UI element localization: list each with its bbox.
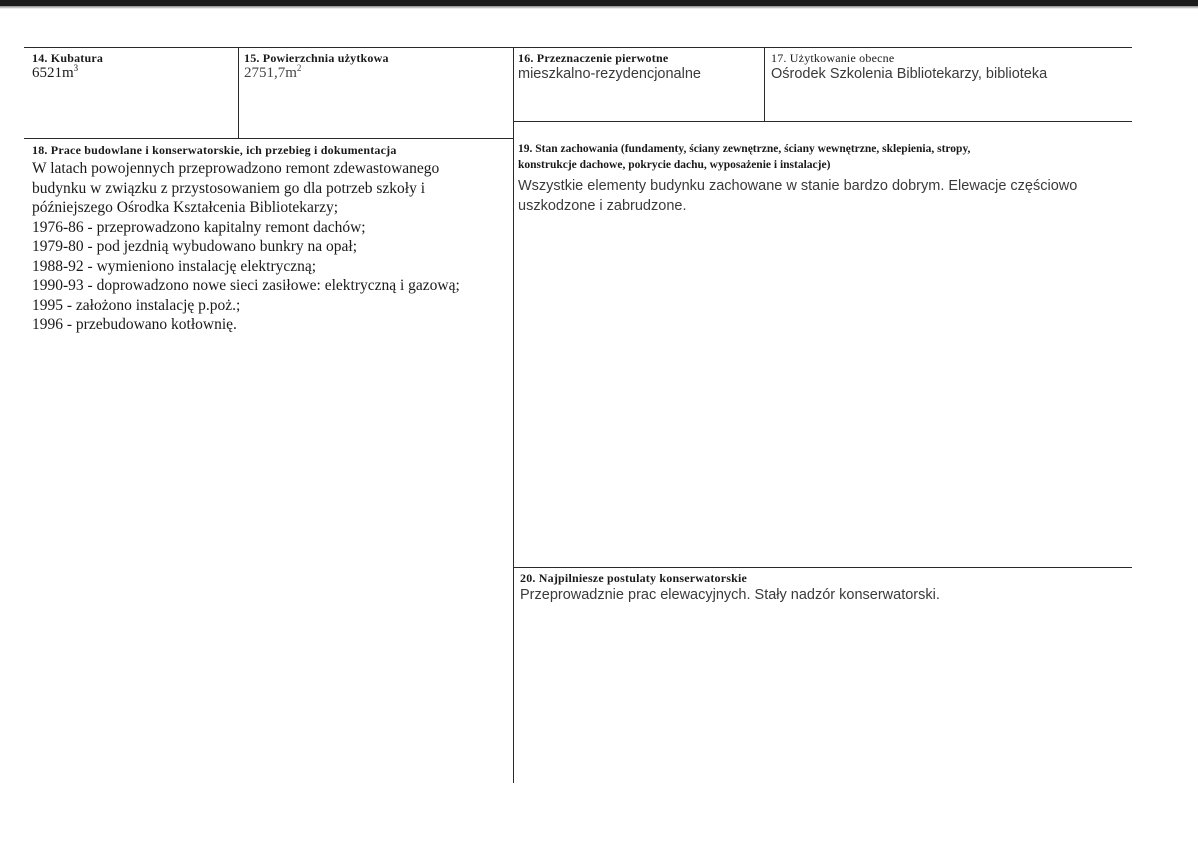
field-15-value <box>244 65 301 82</box>
divider-15-16 <box>513 47 514 783</box>
divider-14-15 <box>238 47 239 138</box>
field-18-line: budynku w związku z przystosowaniem go dla potrzeb szkoły i <box>32 179 426 197</box>
field-18-label: 18. Prace budowlane i konserwatorskie, ich przebieg i dokumentacja <box>32 143 397 157</box>
field-18-line: 1988-92 - wymieniono instalację elektryczną; <box>32 257 317 275</box>
scan-top-shadow <box>0 6 1198 9</box>
field-18-line: 1995 - założono instalację p.poż.; <box>32 296 241 314</box>
field-16-label: 16. Przeznaczenie pierwotne <box>518 51 669 65</box>
field-15-unit-sup: 2 <box>296 63 302 73</box>
field-18-line: 1996 - przebudowano kotłownię. <box>32 316 237 333</box>
field-18-line: 1979-80 - pod jezdnią wybudowano bunkry na opał; <box>32 238 358 255</box>
field-19-line: Wszystkie elementy budynku zachowane w stanie bardzo dobrym. Elewacje częściowo <box>518 178 1078 194</box>
field-17-label: 17. Użytkowanie obecne <box>771 51 895 65</box>
rule-row1-right <box>513 121 1132 122</box>
field-19-label <box>518 141 970 173</box>
field-18-line: W latach powojennych przeprowadzono remont zdewastowanego <box>32 160 440 177</box>
field-16-value: mieszkalno-rezydencjonalne <box>518 66 701 82</box>
field-18-line: 1976-86 - przeprowadzono kapitalny remont dachów; <box>32 218 366 236</box>
field-19-label-line: 19. Stan zachowania (fundamenty, ściany zewnętrzne, ściany wewnętrzne, sklepienia, stropy, <box>518 143 971 155</box>
field-20-value: Przeprowadznie prac elewacyjnych. Stały nadzór konserwatorski. <box>520 587 940 603</box>
field-18-text <box>32 159 460 335</box>
field-14-label: 14. Kubatura <box>32 51 104 65</box>
field-17-value: Ośrodek Szkolenia Bibliotekarzy, biblioteka <box>771 66 1048 82</box>
field-15-label: 15. Powierzchnia użytkowa <box>244 51 389 65</box>
field-14-unit-sup: 3 <box>73 63 79 73</box>
field-18-line: późniejszego Ośrodka Kształcenia Bibliotekarzy; <box>32 199 339 216</box>
rule-field20 <box>513 567 1132 568</box>
field-19-line: uszkodzone i zabrudzone. <box>518 197 687 214</box>
field-19-label-line: konstrukcje dachowe, pokrycie dachu, wyposażenie i instalacje) <box>518 159 831 171</box>
field-14-value <box>32 65 78 82</box>
field-14-number: 6521m <box>32 65 74 81</box>
rule-top <box>24 47 1132 48</box>
field-18-line: 1990-93 - doprowadzono nowe sieci zasiłowe: elektryczną i gazową; <box>32 277 460 294</box>
field-15-number: 2751,7m <box>244 65 297 81</box>
divider-16-17 <box>764 47 765 121</box>
rule-row1-left <box>24 138 513 139</box>
field-20-label: 20. Najpilniesze postulaty konserwatorskie <box>520 571 748 585</box>
field-19-text <box>518 177 1077 216</box>
